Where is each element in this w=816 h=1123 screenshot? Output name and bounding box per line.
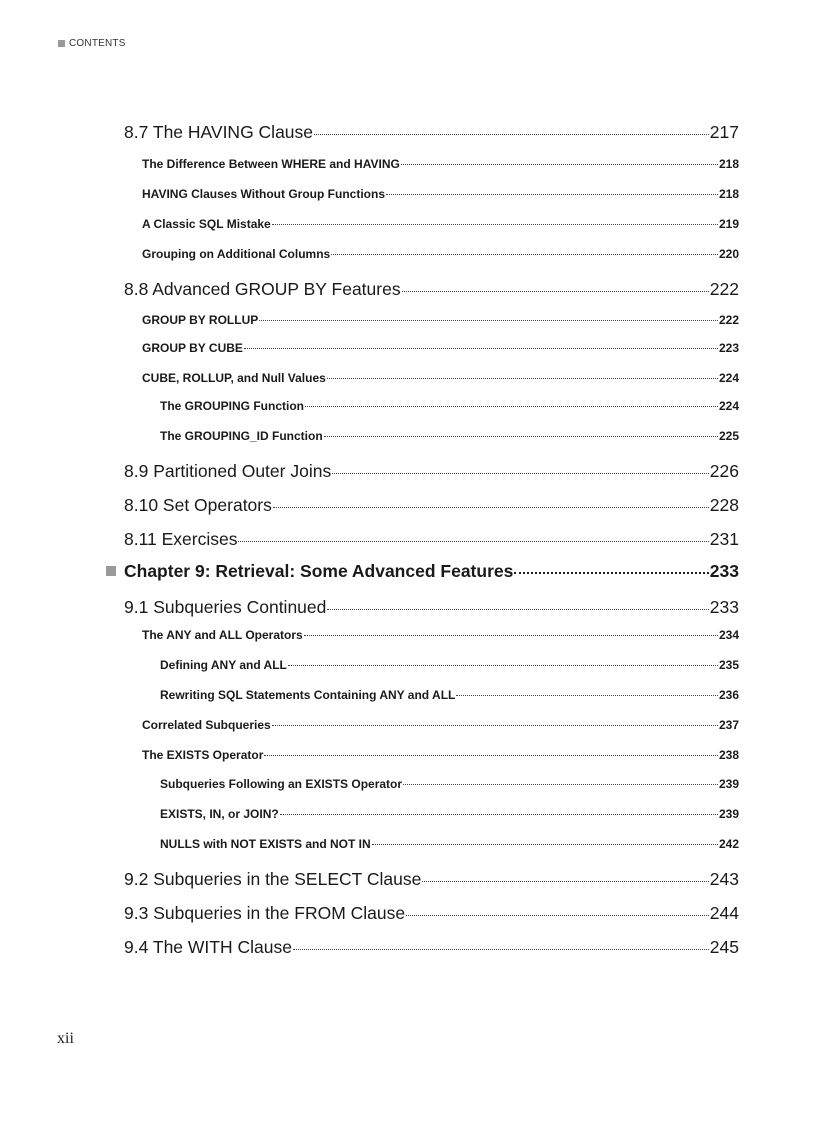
toc-entry-page: 218 xyxy=(718,187,739,201)
toc-entry-page: 243 xyxy=(709,869,739,889)
toc-entry[interactable] xyxy=(160,399,739,413)
square-bullet-icon xyxy=(58,40,65,47)
toc-entry[interactable] xyxy=(160,777,739,791)
chapter-square-icon xyxy=(106,566,116,576)
toc-entry-label: 9.2 Subqueries in the SELECT Clause xyxy=(124,869,422,889)
toc-leader-dots xyxy=(272,224,718,225)
toc-entry-page: 223 xyxy=(718,341,739,355)
toc-leader-dots xyxy=(422,881,708,882)
toc-entry-label: 9.3 Subqueries in the FROM Clause xyxy=(124,903,406,923)
toc-entry-page: 226 xyxy=(709,461,739,481)
toc-entry-page: 239 xyxy=(718,807,739,821)
toc-entry-page: 220 xyxy=(718,247,739,261)
toc-entry-label: 8.9 Partitioned Outer Joins xyxy=(124,461,332,481)
toc-entry[interactable] xyxy=(160,658,739,672)
toc-entry-page: 225 xyxy=(718,429,739,443)
toc-entry[interactable] xyxy=(142,313,739,327)
toc-entry[interactable] xyxy=(124,279,739,300)
toc-entry-label: GROUP BY ROLLUP xyxy=(142,313,259,327)
toc-entry-page: 218 xyxy=(718,157,739,171)
toc-entry-label: Rewriting SQL Statements Containing ANY and ALL xyxy=(160,688,456,702)
toc-entry-label: HAVING Clauses Without Group Functions xyxy=(142,187,385,201)
toc-leader-dots xyxy=(327,378,718,379)
toc-entry-label: 8.7 The HAVING Clause xyxy=(124,122,314,142)
toc-entry-label: Chapter 9: Retrieval: Some Advanced Features xyxy=(124,561,514,581)
toc-leader-dots xyxy=(514,572,708,574)
toc-entry[interactable] xyxy=(124,903,739,924)
toc-leader-dots xyxy=(386,194,718,195)
toc-entry-label: 8.8 Advanced GROUP BY Features xyxy=(124,279,401,299)
toc-entry-label: Correlated Subqueries xyxy=(142,718,271,732)
toc-leader-dots xyxy=(406,915,709,916)
toc-entry[interactable] xyxy=(142,247,739,261)
toc-leader-dots xyxy=(264,755,718,756)
toc-leader-dots xyxy=(273,507,709,508)
toc-entry-label: 9.4 The WITH Clause xyxy=(124,937,292,957)
toc-entry-page: 233 xyxy=(709,597,739,617)
toc-leader-dots xyxy=(324,436,718,437)
toc-entry[interactable] xyxy=(160,807,739,821)
toc-entry[interactable] xyxy=(160,688,739,702)
toc-entry-page: 231 xyxy=(709,529,739,549)
toc-leader-dots xyxy=(331,254,718,255)
toc-leader-dots xyxy=(332,473,709,474)
toc-leader-dots xyxy=(402,291,709,292)
toc-entry[interactable] xyxy=(142,371,739,385)
toc-entry-page: 222 xyxy=(709,279,739,299)
toc-entry-page: 233 xyxy=(709,561,739,581)
toc-entry-page: 234 xyxy=(718,628,739,642)
toc-entry-page: 242 xyxy=(718,837,739,851)
toc-entry-page: 224 xyxy=(718,399,739,413)
toc-entry[interactable] xyxy=(124,597,739,618)
toc-entry-label: 9.1 Subqueries Continued xyxy=(124,597,327,617)
toc-leader-dots xyxy=(293,949,709,950)
toc-chapter-entry[interactable] xyxy=(124,561,739,582)
toc-entry[interactable] xyxy=(124,937,739,958)
toc-entry-label: 8.10 Set Operators xyxy=(124,495,272,515)
toc-leader-dots xyxy=(244,348,718,349)
toc-entry-label: 8.11 Exercises xyxy=(124,529,238,549)
toc-entry-page: 238 xyxy=(718,748,739,762)
toc-leader-dots xyxy=(327,609,708,610)
toc-leader-dots xyxy=(259,320,718,321)
toc-entry-page: 228 xyxy=(709,495,739,515)
toc-entry-label: The Difference Between WHERE and HAVING xyxy=(142,157,400,171)
toc-entry[interactable] xyxy=(160,837,739,851)
toc-entry-page: 236 xyxy=(718,688,739,702)
toc-entry[interactable] xyxy=(124,495,739,516)
toc-entry-page: 245 xyxy=(709,937,739,957)
toc-entry-label: NULLS with NOT EXISTS and NOT IN xyxy=(160,837,371,851)
toc-entry-page: 244 xyxy=(709,903,739,923)
toc-entry[interactable] xyxy=(142,628,739,642)
toc-entry-label: Defining ANY and ALL xyxy=(160,658,287,672)
toc-entry[interactable] xyxy=(124,529,739,550)
toc-entry[interactable] xyxy=(124,869,739,890)
toc-leader-dots xyxy=(238,541,708,542)
toc-entry-page: 237 xyxy=(718,718,739,732)
toc-entry-label: Subqueries Following an EXISTS Operator xyxy=(160,777,403,791)
toc-entry-page: 235 xyxy=(718,658,739,672)
toc-entry-label: CUBE, ROLLUP, and Null Values xyxy=(142,371,326,385)
toc-entry-label: GROUP BY CUBE xyxy=(142,341,243,355)
toc-leader-dots xyxy=(372,844,718,845)
toc-entry[interactable] xyxy=(160,429,739,443)
toc-entry-label: The GROUPING_ID Function xyxy=(160,429,323,443)
toc-entry[interactable] xyxy=(142,341,739,355)
toc-entry-label: The ANY and ALL Operators xyxy=(142,628,303,642)
toc-entry-page: 239 xyxy=(718,777,739,791)
toc-leader-dots xyxy=(305,406,718,407)
toc-entry[interactable] xyxy=(142,157,739,171)
toc-entry[interactable] xyxy=(142,748,739,762)
page-number: xii xyxy=(57,1030,74,1047)
toc-entry-page: 219 xyxy=(718,217,739,231)
toc-entry[interactable] xyxy=(142,718,739,732)
toc-entry-label: The EXISTS Operator xyxy=(142,748,264,762)
toc-leader-dots xyxy=(272,725,718,726)
toc-entry-label: EXISTS, IN, or JOIN? xyxy=(160,807,279,821)
toc-entry[interactable] xyxy=(124,461,739,482)
toc-entry-page: 224 xyxy=(718,371,739,385)
toc-leader-dots xyxy=(314,134,709,135)
toc-entry[interactable] xyxy=(142,187,739,201)
toc-leader-dots xyxy=(304,635,718,636)
toc-entry-label: Grouping on Additional Columns xyxy=(142,247,331,261)
toc-entry-label: A Classic SQL Mistake xyxy=(142,217,271,231)
toc-leader-dots xyxy=(280,814,718,815)
toc-leader-dots xyxy=(288,665,718,666)
toc-entry[interactable] xyxy=(142,217,739,231)
toc-entry[interactable] xyxy=(124,122,739,143)
running-head xyxy=(58,38,126,49)
toc-entry-label: The GROUPING Function xyxy=(160,399,304,413)
running-head-text: CONTENTS xyxy=(69,38,126,49)
toc-entry-page: 217 xyxy=(709,122,739,142)
toc-entry-page: 222 xyxy=(718,313,739,327)
toc-leader-dots xyxy=(456,695,718,696)
toc-leader-dots xyxy=(403,784,718,785)
toc-leader-dots xyxy=(401,164,718,165)
